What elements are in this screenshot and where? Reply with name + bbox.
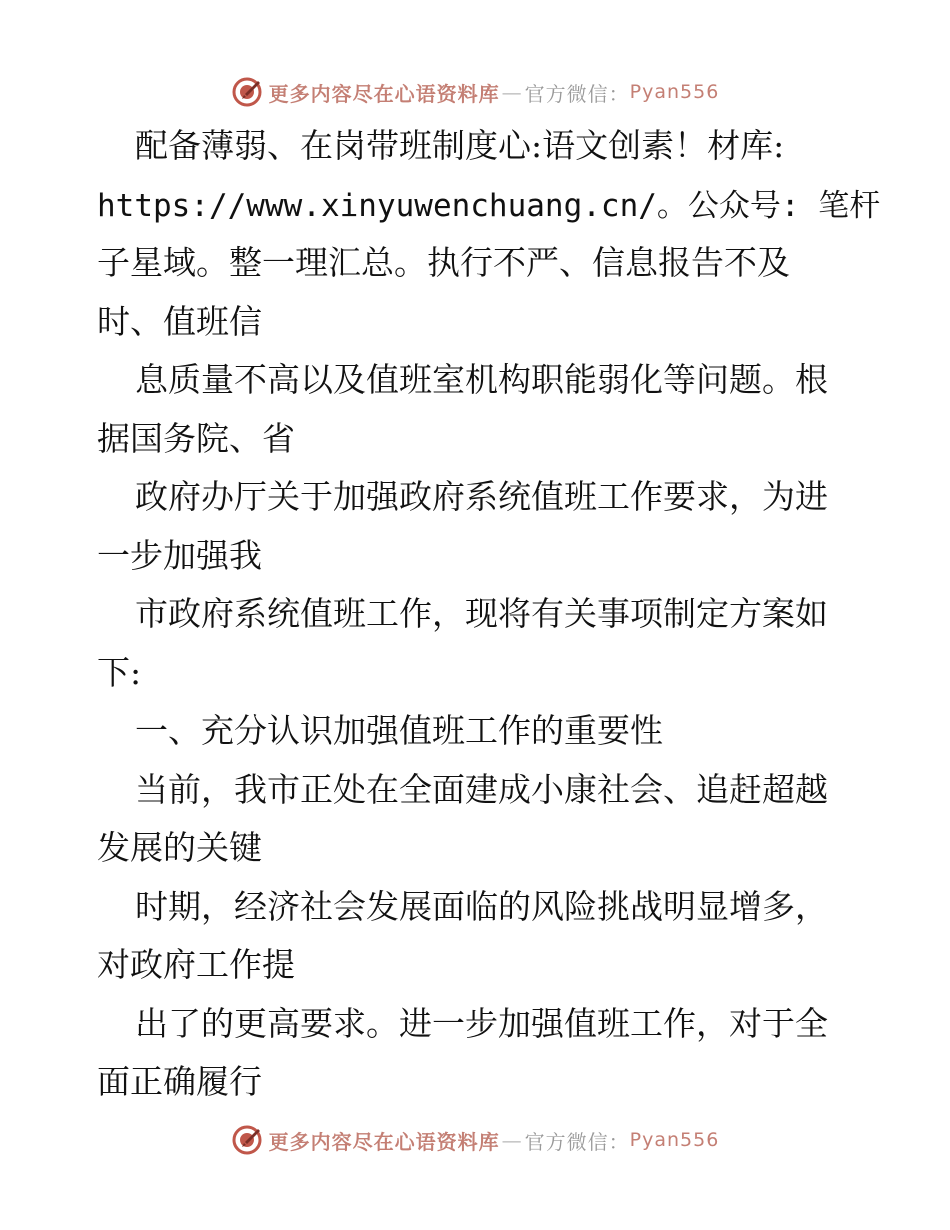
watermark-sub-text: 官方微信： <box>524 81 630 106</box>
watermark-main-text: 更多内容尽在心语资料库 <box>268 1129 500 1154</box>
section-heading: 一、充分认识加强值班工作的重要性 <box>135 711 663 750</box>
watermark-wechat-id: Pyan556 <box>629 1129 720 1151</box>
text-line-url <box>97 176 881 235</box>
watermark-main-text: 更多内容尽在心语资料库 <box>268 81 500 106</box>
header-watermark <box>0 72 950 112</box>
text-line: 发展的关键 <box>97 828 262 867</box>
document-body <box>97 117 881 1112</box>
text-line: 政府办厅关于加强政府系统值班工作要求，为进 <box>135 477 828 516</box>
text-line: 出了的更高要求。进一步加强值班工作，对于全 <box>135 1003 828 1043</box>
pen-logo-icon <box>231 76 263 108</box>
watermark-wechat-id: Pyan556 <box>629 81 720 103</box>
text-line: 据国务院、省 <box>97 418 295 458</box>
text-line: 时期，经济社会发展面临的风险挑战明显增多， <box>135 886 828 926</box>
pen-logo-icon <box>231 1124 263 1156</box>
text-line: 时、值班信 <box>97 301 262 341</box>
watermark-dash: — <box>501 80 523 104</box>
text-line: 子星域。整一理汇总。执行不严、信息报告不及 <box>97 243 790 282</box>
watermark-dash: — <box>501 1128 523 1152</box>
text-line: 面正确履行 <box>97 1062 262 1101</box>
text-line: 市政府系统值班工作，现将有关事项制定方案如 <box>135 594 828 633</box>
text-line: 下: <box>97 652 142 692</box>
url-text: https://www.xinyuwenchuang.cn/。公众号: 笔杆 <box>97 187 881 224</box>
footer-watermark <box>0 1120 950 1160</box>
text-line: 当前，我市正处在全面建成小康社会、追赶超越 <box>135 769 828 809</box>
text-line: 一步加强我 <box>97 535 262 575</box>
text-line: 配备薄弱、在岗带班制度心:语文创素！材库: <box>135 126 785 165</box>
text-line: 息质量不高以及值班室机构职能弱化等问题。根 <box>135 360 828 399</box>
watermark-sub-text: 官方微信： <box>524 1129 630 1154</box>
text-line: 对政府工作提 <box>97 945 295 984</box>
